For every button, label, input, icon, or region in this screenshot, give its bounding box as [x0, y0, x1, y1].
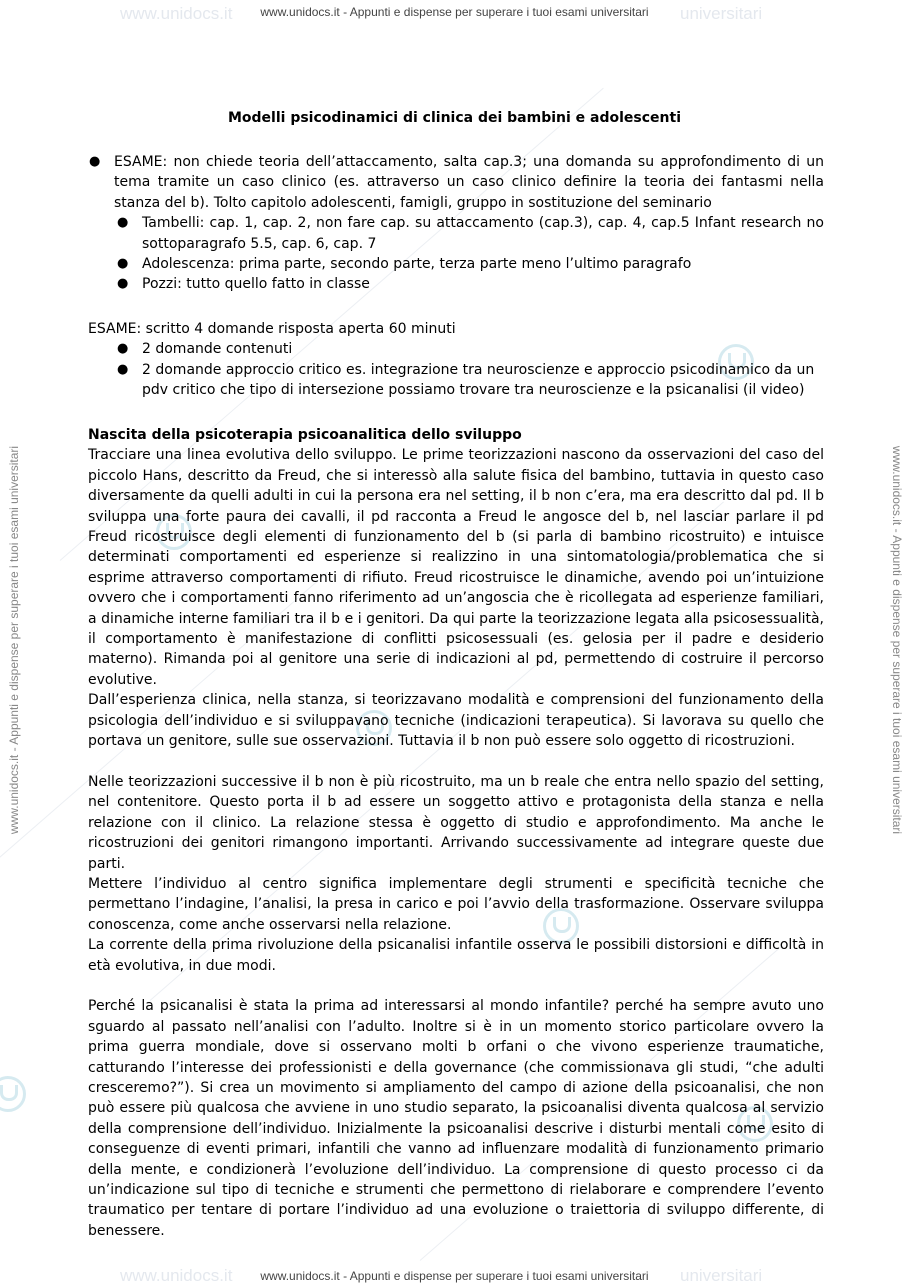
list-item: [88, 360, 824, 401]
watermark-footer: www.unidocs.it - Appunti e dispense per superare i tuoi esami universitari: [260, 1269, 649, 1283]
watermark-side-right: www.unidocs.it - Appunti e dispense per superare i tuoi esami universitari: [890, 445, 904, 835]
bullet-icon: ●: [89, 154, 101, 169]
unidocs-logo-icon: [0, 1076, 26, 1112]
exam-bullet-list: [88, 152, 824, 295]
sub-bullet-text: Adolescenza: prima parte, secondo parte, terza parte meno l’ultimo paragrafo: [142, 256, 692, 273]
bullet-icon: ●: [117, 276, 129, 292]
body-section: [88, 425, 824, 1241]
watermark-ghost-bottom-left: www.unidocs.it: [120, 1266, 233, 1285]
paragraph: Dall’esperienza clinica, nella stanza, si teorizzavano modalità e comprensioni del funzionamento della psicologia dell’individuo e si sviluppavano tecniche (indicazioni terapeutica). Si lavorava su quello che portava un genitore, sulle sue osservazioni. Tuttavia il b non può essere solo oggetto di ricostruzioni.: [88, 692, 824, 750]
watermark-ghost-top-left: www.unidocs.it: [120, 4, 233, 23]
paragraph: Nelle teorizzazioni successive il b non è più ricostruito, ma un b reale che entra nello spazio del setting, nel contenitore. Questo porta il b ad essere un soggetto attivo e protagonista della stanza e nella relazione con il clinico. La relazione stessa è oggetto di studio e approfondimento. Ma anche le ricostruzioni dei genitori rimangono importanti. Arrivando successivamente ad integrare queste due parti.: [88, 773, 824, 872]
exam-format-list: [88, 339, 824, 400]
bullet-icon: ●: [117, 361, 129, 377]
bullet-icon: ●: [117, 215, 129, 231]
paragraph-spacer: [88, 752, 824, 772]
watermark-header: www.unidocs.it - Appunti e dispense per superare i tuoi esami universitari: [260, 5, 649, 19]
bullet-icon: ●: [117, 341, 129, 357]
exam-format-heading: ESAME: scritto 4 domande risposta aperta 60 minuti: [88, 321, 456, 337]
watermark-ghost-top-right: universitari: [680, 4, 763, 23]
list-item: [88, 254, 824, 274]
exam-info-section: [88, 152, 824, 295]
paragraph: Mettere l’individuo al centro significa implementare degli strumenti e specificità tecniche che permettano l’indagine, l’analisi, la presa in carico e poi l’avvio della trasformazione. Osservare sviluppa conoscenza, come anche osservarsi nella relazione.: [88, 875, 824, 933]
list-item: [88, 152, 824, 213]
paragraph: Perché la psicanalisi è stata la prima ad interessarsi al mondo infantile? perché ha sempre avuto uno sguardo al passato nell’analisi con l’adulto. Inoltre si è in un momento storico particolare ovvero la prima guerra mondiale, dove si osservano molti b orfani o che vivono esperienze traumatiche, catturando l’interesse dei professionisti e della governance (che commissionava gli studi, “che adulti cresceremo?”). Si crea un movimento si ampliamento del campo di azione della psicoanalisi, che non può essere più qualcosa che avviene in uno studio separato, la psicoanalisi diventa qualcosa al servizio della comprensione dell’individuo. Inizialmente la psicoanalisi descrive i disturbi mentali come esito di conseguenze di eventi primari, infantili che vanno ad influenzare modalità di funzionamento primario della mente, e condizionerà l’evoluzione dell’individuo. La comprensione di questo processo ci da un’indicazione sul tipo di tecniche e strumenti che permettono di rielaborare e comprendere l’evento traumatico per tentare di portare l’individuo ad una evoluzione o traiettoria di sviluppo differente, di benessere.: [88, 998, 824, 1239]
document-title: Modelli psicodinamici di clinica dei bambini e adolescenti: [227, 110, 682, 126]
exam-format-bullet-text: 2 domande approccio critico es. integrazione tra neuroscienze e approccio psicodinamico da un pdv critico che tipo di intersezione possiamo trovare tra neuroscienze e la psicanalisi (il video): [142, 361, 815, 399]
exam-bullet-text: ESAME: non chiede teoria dell’attaccamento, salta cap.3; una domanda su approfondimento di un tema tramite un caso clinico (es. attraverso un caso clinico definire la teoria dei fantasmi nella stanza del b). Tolto capitolo adolescenti, famigli, gruppo in sostituzione del seminario: [114, 154, 824, 211]
section-heading: Nascita della psicoterapia psicoanalitica dello sviluppo: [88, 427, 522, 443]
exam-format-bullet-text: 2 domande contenuti: [142, 341, 293, 358]
sub-bullet-text: Tambelli: cap. 1, cap. 2, non fare cap. su attaccamento (cap.3), cap. 4, cap.5 Infant research no sottoparagrafo 5.5, cap. 6, cap. 7: [142, 215, 824, 252]
sub-bullet-text: Pozzi: tutto quello fatto in classe: [142, 276, 370, 293]
watermark-ghost-bottom-right: universitari: [680, 1266, 763, 1285]
list-item: [88, 213, 824, 254]
exam-format-section: [88, 319, 824, 401]
watermark-side-left: www.unidocs.it - Appunti e dispense per superare i tuoi esami universitari: [7, 445, 21, 835]
bullet-icon: ●: [117, 256, 129, 272]
paragraph: La corrente della prima rivoluzione della psicanalisi infantile osserva le possibili distorsioni e difficoltà in età evolutiva, in due modi.: [88, 937, 824, 974]
list-item: [88, 339, 824, 359]
list-item: [88, 274, 824, 294]
paragraph-spacer: [88, 976, 824, 996]
paragraph: Tracciare una linea evolutiva dello sviluppo. Le prime teorizzazioni nascono da osservazioni del caso del piccolo Hans, descritto da Freud, che si interessò alla salute fisica del bambino, tuttavia in questo caso diversamente da quelli adulti in cui la persona era nel setting, il b non c’era, ma era descritto dal pd. Il b sviluppa una forte paura dei cavalli, il pd racconta a Freud le angosce del b, nel lasciar parlare il pd Freud ricostruisce degli elementi di funzionamento del b (si parla di bambino ricostruito) e intuisce determinati comportamenti ed esperienze si realizzino in una sintomatologia/problematica che si esprime attraverso comportamenti di rifiuto. Freud ricostruisce le dinamiche, avendo poi un’intuizione ovvero che i comportamenti fanno riferimento ad un’angoscia che è ricollegata ad esperienze familiari, a dinamiche interne familiari tra il b e i genitori. Da qui parte la teorizzazione legata alla psicosessualità, il comportamento è manifestazione di conflitti psicosessuali (es. gelosia per il padre e desiderio materno). Rimanda poi al genitore una serie di indicazioni al pd, permettendo di costruire il percorso evolutive.: [88, 447, 824, 688]
